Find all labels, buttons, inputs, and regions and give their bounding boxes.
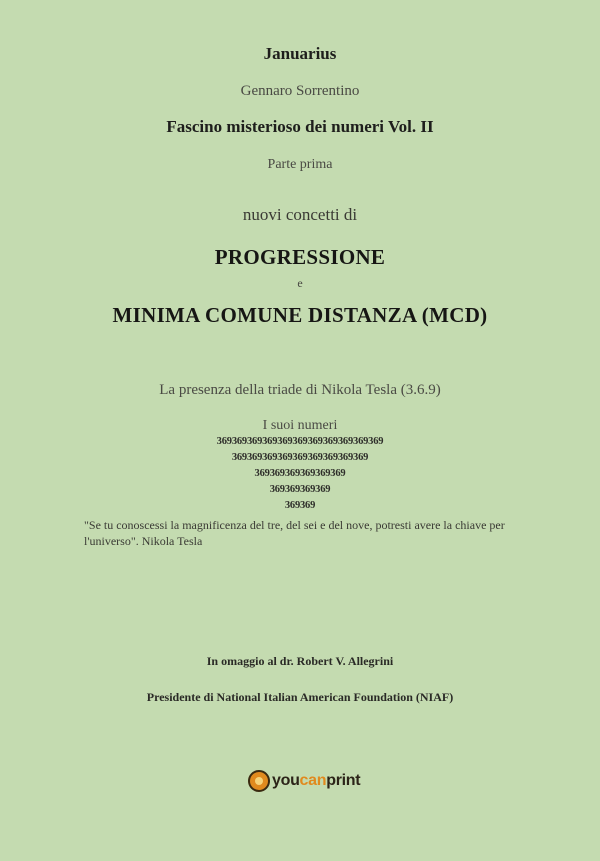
number-row: 369369	[284, 500, 316, 511]
tesla-triad-line: La presenza della triade di Nikola Tesla (3.6.9)	[159, 382, 441, 398]
dedication-title: Presidente di National Italian American Foundation (NIAF)	[146, 690, 454, 704]
numbers-label: I suoi numeri	[262, 418, 338, 433]
tesla-quote: "Se tu conoscessi la magnificenza del tre, del sei e del nove, potresti avere la chiave per l'universo". Nikola Tesla	[84, 518, 505, 548]
book-title: Fascino misterioso dei numeri Vol. II	[166, 117, 434, 136]
number-row: 369369369369369369	[254, 468, 346, 479]
logo-accent: can	[299, 772, 327, 789]
author-pseudonym: Januarius	[263, 44, 337, 63]
intro-line: nuovi concetti di	[242, 205, 358, 224]
heading-progressione: PROGRESSIONE	[214, 245, 386, 269]
number-row: 369369369369369369369369369	[231, 452, 369, 463]
dedication: In omaggio al dr. Robert V. Allegrini	[206, 654, 394, 668]
publisher-logo-text	[272, 772, 360, 790]
number-row: 369369369369369369369369369369369	[216, 436, 384, 447]
book-part: Parte prima	[267, 157, 333, 172]
logo-prefix: you	[272, 772, 300, 789]
logo-suffix: print	[326, 772, 361, 789]
author-name: Gennaro Sorrentino	[240, 83, 360, 99]
heading-mcd: MINIMA COMUNE DISTANZA (MCD)	[112, 303, 488, 327]
number-row: 369369369369	[269, 484, 331, 495]
heading-conjunction: e	[297, 276, 303, 290]
youcanprint-logo-icon	[248, 770, 270, 792]
publisher-logo	[248, 768, 360, 794]
